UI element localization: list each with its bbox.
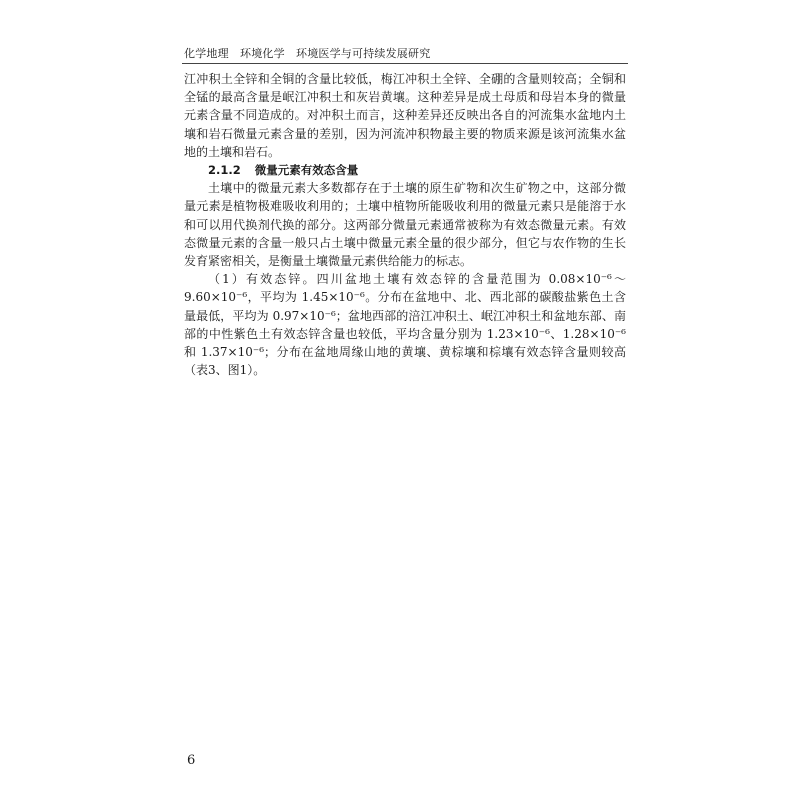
section-title: 微量元素有效态含量 [254,163,359,178]
running-header: 化学地理 环境化学 环境医学与可持续发展研究 [184,47,431,60]
paragraph-available-content: 土壤中的微量元素大多数都存在于土壤的原生矿物和次生矿物之中，这部分微量元素是植物极难吸收利用的；土壤中植物所能吸收利用的微量元素只是能溶于水和可以用代换剂代换的部分。这两部分微量元素通常被称为有效态微量元素。有效态微量元素的含量一般只占土壤中微量元素全量的很少部分，但它与农作物的生长发育紧密相关，是衡量土壤微量元素供给能力的标志。 [184,181,626,269]
page-number: 6 [187,753,196,768]
header-divider [182,63,628,64]
body-text [184,70,626,379]
paragraph-available-zinc: （1）有效态锌。四川盆地土壤有效态锌的含量范围为 0.08×10⁻⁶～9.60×10⁻⁶，平均为 1.45×10⁻⁶。分布在盆地中、北、西北部的碳酸盐紫色土含量最低，平均为 0.97×10⁻⁶；盆地西部的涪江冲积土、岷江冲积土和盆地东部、南部的中性紫色土有效态锌含量也较低，平均含量分别为 1.23×10⁻⁶、1.28×10⁻⁶和 1.37×10⁻⁶；分布在盆地周缘山地的黄壤、黄棕壤和棕壤有效态锌含量则较高（表3、图1）。 [184,272,626,378]
section-heading [184,161,626,179]
section-number: 2.1.2 [208,163,241,178]
paragraph-continuation: 江冲积土全锌和全铜的含量比较低，梅江冲积土全锌、全硼的含量则较高；全铜和全锰的最高含量是岷江冲积土和灰岩黄壤。这种差异是成土母质和母岩本身的微量元素含量不同造成的。对冲积土而言，这种差异还反映出各自的河流集水盆地内土壤和岩石微量元素含量的差别，因为河流冲积物最主要的物质来源是该河流集水盆地的土壤和岩石。 [184,72,626,159]
